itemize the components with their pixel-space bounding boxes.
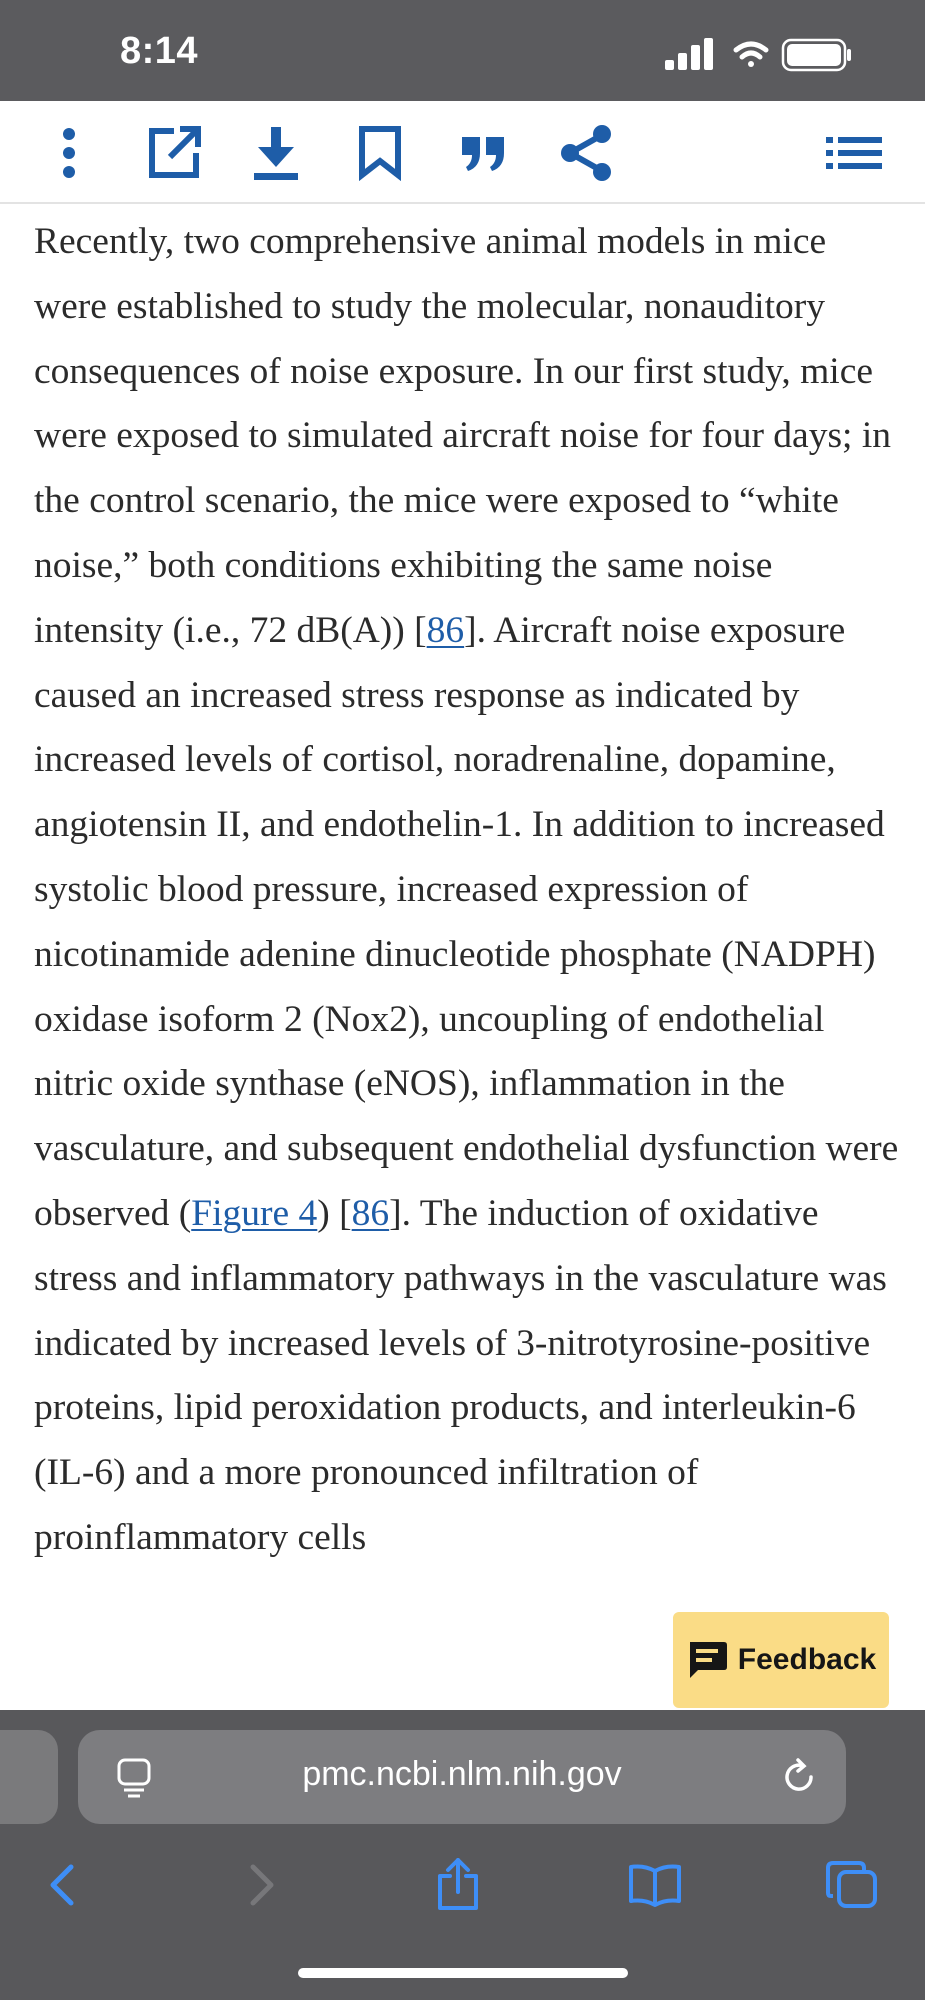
tabs-button[interactable] — [822, 1855, 882, 1915]
bookmark-icon[interactable] — [350, 123, 410, 183]
figure-link[interactable]: Figure 4 — [191, 1192, 318, 1234]
feedback-label: Feedback — [737, 1643, 877, 1676]
cellular-signal-icon — [665, 38, 713, 70]
url-text: pmc.ncbi.nlm.nih.gov — [302, 1755, 622, 1793]
reload-icon[interactable] — [780, 1758, 818, 1796]
list-icon[interactable] — [824, 123, 884, 183]
feedback-button[interactable] — [673, 1612, 889, 1708]
article-body — [34, 202, 904, 1710]
paragraph-text: Recently, two comprehensive animal models in mice were established to study the molecular, nonauditory consequences of noise exposure. In our first study, mice were exposed to simulated aircraft noise for four days; in the control scenario, the mice were exposed to “white noise,” both conditions exhibiting the same noise intensity (i.e., 72 dB(A)) [ — [34, 221, 892, 651]
article-paragraph — [34, 202, 904, 1571]
battery-icon — [783, 40, 851, 70]
download-icon[interactable] — [246, 123, 306, 183]
previous-tab-preview[interactable] — [0, 1730, 58, 1824]
chevron-right-icon — [247, 1863, 277, 1907]
forward-button[interactable] — [232, 1855, 292, 1915]
reference-link[interactable]: 86 — [426, 609, 465, 651]
status-bar — [0, 0, 925, 101]
open-book-icon — [628, 1863, 682, 1907]
status-icons — [665, 36, 855, 76]
status-time: 8:14 — [120, 30, 199, 72]
browser-bar — [0, 1710, 925, 2000]
back-button[interactable] — [32, 1855, 92, 1915]
wifi-icon — [736, 44, 766, 67]
share-button[interactable] — [428, 1855, 488, 1915]
quote-icon[interactable] — [453, 123, 513, 183]
paragraph-text: ]. The induction of oxidative stress and inflammatory pathways in the vasculature was indicated by increased levels of 3-nitrotyrosine-positive proteins, lipid peroxidation products, and interleukin-6 (IL-6) and a more pronounced infiltration of proinflammatory cells — [34, 1192, 887, 1558]
tabs-icon — [825, 1860, 879, 1910]
chevron-left-icon — [47, 1863, 77, 1907]
reference-link[interactable]: 86 — [351, 1192, 390, 1234]
share-icon[interactable] — [556, 123, 616, 183]
open-external-icon[interactable] — [144, 123, 204, 183]
paragraph-text: ) [ — [317, 1192, 352, 1234]
bookmarks-button[interactable] — [625, 1855, 685, 1915]
home-indicator[interactable] — [298, 1968, 628, 1978]
share-sheet-icon — [436, 1858, 480, 1912]
more-vertical-icon[interactable] — [39, 123, 99, 183]
paragraph-text: ]. Aircraft noise exposure caused an increased stress response as indicated by increased levels of cortisol, noradrenaline, dopamine, angiotensin II, and endothelin-1. In addition to increased systolic blood pressure, increased expression of nicotinamide adenine dinucleotide phosphate (NADPH) oxidase isoform 2 (Nox2), uncoupling of endothelial nitric oxide synthase (eNOS), inflammation in the vasculature, and subsequent endothelial dysfunction were observed ( — [34, 609, 899, 1234]
article-toolbar — [0, 101, 925, 204]
address-bar[interactable] — [78, 1730, 846, 1824]
feedback-icon — [686, 1640, 728, 1680]
